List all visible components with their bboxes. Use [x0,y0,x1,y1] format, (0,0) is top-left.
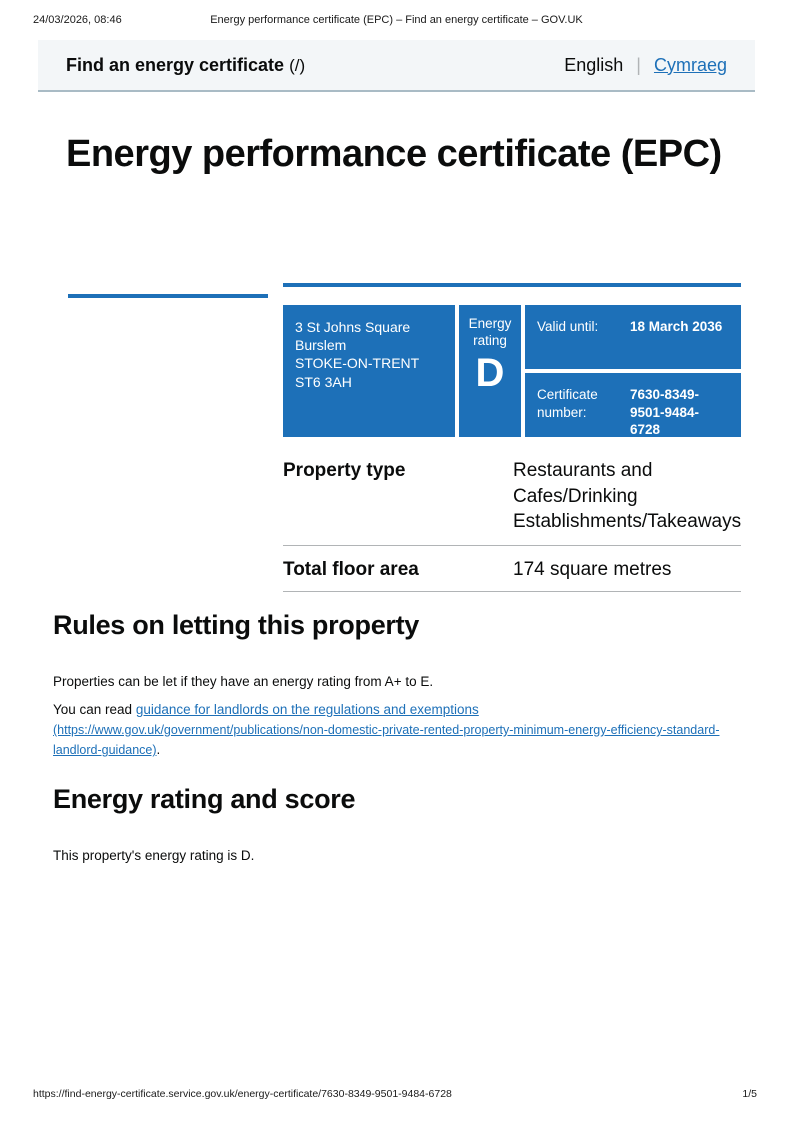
total-floor-area-label: Total floor area [283,558,419,580]
service-header [38,40,755,92]
certificate-number-value: 7630-8349-9501-9484-6728 [630,387,700,437]
contents-rule [68,294,268,298]
letting-guidance-paragraph [53,700,743,760]
valid-until-value: 18 March 2036 [630,319,723,334]
total-floor-area-value: 174 square metres [513,558,672,580]
guidance-prefix-text: You can read [53,702,136,717]
service-path-text: (/) [289,55,306,75]
property-summary-table [283,450,741,592]
table-row [283,546,741,592]
language-switcher [564,55,727,76]
table-row [283,450,741,546]
certificate-summary-panel [283,283,741,437]
rating-paragraph: This property's energy rating is D. [53,848,255,863]
guidance-link-url: (https://www.gov.uk/government/publications/non-domestic-private-rented-property-minimum-energy-efficiency-standard-landlord-guidance) [53,723,720,757]
valid-until-row [525,305,741,369]
address-line-3: STOKE-ON-TRENT [295,355,420,372]
certificate-summary-box [283,305,741,437]
address-line-4: ST6 3AH [295,373,352,390]
energy-rating-cell [459,305,521,437]
page-title: Energy performance certificate (EPC) [66,133,722,175]
print-document-title: Energy performance certificate (EPC) – Find an energy certificate – GOV.UK [210,14,583,26]
certificate-number-label: Certificate number: [537,387,598,420]
landlord-guidance-link[interactable] [53,702,720,757]
language-divider: | [636,54,641,75]
property-address [283,305,455,437]
print-footer-url: https://find-energy-certificate.service.gov.uk/energy-certificate/7630-8349-9501-9484-6728 [33,1088,452,1100]
energy-rating-label: Energy rating [468,316,512,348]
certificate-details-column [525,305,741,437]
certificate-number-row [525,373,741,437]
valid-until-label: Valid until: [537,319,599,334]
print-footer [33,1088,757,1100]
service-name-text: Find an energy certificate [66,54,285,75]
letting-section-heading: Rules on letting this property [53,610,420,640]
energy-rating-value: D [475,350,505,395]
letting-paragraph: Properties can be let if they have an energy rating from A+ to E. [53,674,434,689]
service-name-link[interactable] [66,55,305,76]
language-current: English [564,54,624,75]
guidance-suffix-text: . [156,742,161,757]
print-footer-page-indicator: 1/5 [742,1088,757,1100]
property-type-value: Restaurants and Cafes/Drinking Establishments/Takeaways [513,460,742,533]
rating-section-heading: Energy rating and score [53,784,356,814]
address-line-1: 3 St Johns Square [295,319,411,335]
language-cymraeg-link[interactable]: Cymraeg [653,54,727,75]
print-datetime: 24/03/2026, 08:46 [33,14,122,26]
guidance-link-text: guidance for landlords on the regulations and exemptions [135,702,479,717]
address-line-2: Burslem [295,337,347,354]
certificate-panel-topline [283,283,741,287]
property-type-label: Property type [283,460,406,481]
